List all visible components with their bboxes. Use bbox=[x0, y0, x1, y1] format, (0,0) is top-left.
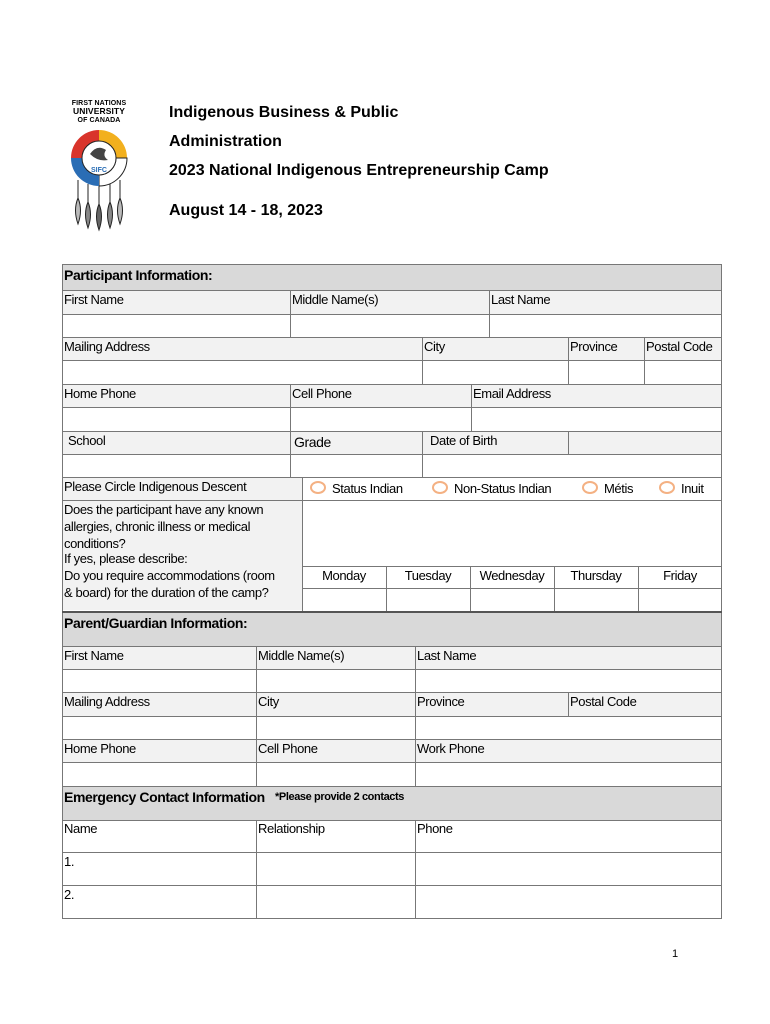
emergency-relationship-1-input[interactable] bbox=[256, 852, 415, 885]
radio-circle-icon bbox=[582, 481, 598, 494]
radio-circle-icon bbox=[310, 481, 326, 494]
guardian-middle-name-label: Middle Name(s) bbox=[256, 646, 415, 669]
allergies-description-input[interactable] bbox=[302, 500, 722, 566]
day-monday-label: Monday bbox=[322, 568, 366, 583]
guardian-cell-phone-input[interactable] bbox=[256, 762, 415, 786]
allergies-question-line-3: conditions? bbox=[64, 536, 126, 551]
logo-line-3: OF CANADA bbox=[77, 117, 121, 124]
descent-label: Please Circle Indigenous Descent bbox=[62, 477, 302, 500]
participant-home-phone-label: Home Phone bbox=[62, 384, 290, 407]
guardian-province-label: Province bbox=[415, 692, 568, 716]
day-friday-checkbox[interactable] bbox=[638, 588, 722, 610]
descent-option-status-indian[interactable]: Status Indian bbox=[310, 481, 430, 499]
participant-mailing-address-label: Mailing Address bbox=[62, 337, 422, 360]
header-line-4: August 14 - 18, 2023 bbox=[169, 202, 323, 219]
day-thursday-label: Thursday bbox=[570, 568, 622, 583]
guardian-first-name-input[interactable] bbox=[62, 669, 256, 692]
emergency-phone-1-input[interactable] bbox=[415, 852, 722, 885]
participant-section-title: Participant Information: bbox=[62, 264, 722, 290]
guardian-mailing-address-label: Mailing Address bbox=[62, 692, 256, 716]
participant-last-name-input[interactable] bbox=[489, 314, 722, 337]
guardian-home-phone-label: Home Phone bbox=[62, 739, 256, 762]
questions-block bbox=[62, 500, 302, 610]
logo-badge: SIFC bbox=[91, 167, 107, 174]
participant-city-input[interactable] bbox=[422, 360, 568, 384]
radio-circle-icon bbox=[659, 481, 675, 494]
day-tuesday-checkbox[interactable] bbox=[386, 588, 470, 610]
header-line-3: 2023 National Indigenous Entrepreneurship Camp bbox=[169, 162, 549, 179]
day-wednesday-checkbox[interactable] bbox=[470, 588, 554, 610]
participant-school-label: School bbox=[62, 431, 290, 454]
emergency-row-1[interactable]: 1. bbox=[64, 854, 75, 869]
guardian-section-title: Parent/Guardian Information: bbox=[62, 612, 722, 646]
guardian-work-phone-label: Work Phone bbox=[415, 739, 722, 762]
logo-line-2: UNIVERSITY bbox=[72, 106, 125, 116]
header-line-1: Indigenous Business & Public bbox=[169, 104, 399, 121]
day-tuesday-label: Tuesday bbox=[404, 568, 452, 583]
participant-cell-phone-input[interactable] bbox=[290, 407, 471, 431]
guardian-postal-code-label: Postal Code bbox=[568, 692, 722, 716]
participant-province-label: Province bbox=[568, 337, 644, 360]
participant-school-input[interactable] bbox=[62, 454, 290, 477]
descent-option-non-status-indian[interactable]: Non-Status Indian bbox=[432, 481, 578, 499]
participant-postal-code-input[interactable] bbox=[644, 360, 722, 384]
guardian-province-postal-input[interactable] bbox=[415, 716, 722, 739]
emergency-phone-2-input[interactable] bbox=[415, 885, 722, 918]
accommodation-question-line-1: Do you require accommodations (room bbox=[64, 568, 275, 583]
descent-option-inuit[interactable]: Inuit bbox=[659, 481, 721, 499]
allergies-question-line-2: allergies, chronic illness or medical bbox=[64, 519, 251, 534]
participant-middle-name-input[interactable] bbox=[290, 314, 489, 337]
day-monday-checkbox[interactable] bbox=[302, 588, 386, 610]
accommodation-question-line-2: & board) for the duration of the camp? bbox=[64, 585, 269, 600]
emergency-name-label: Name bbox=[64, 821, 98, 836]
emergency-note: *Please provide 2 contacts bbox=[275, 791, 404, 803]
guardian-city-input[interactable] bbox=[256, 716, 415, 739]
day-thursday-checkbox[interactable] bbox=[554, 588, 638, 610]
guardian-home-phone-input[interactable] bbox=[62, 762, 256, 786]
page-number: 1 bbox=[672, 948, 679, 960]
emergency-relationship-label: Relationship bbox=[258, 821, 325, 836]
participant-email-input[interactable] bbox=[471, 407, 722, 431]
emergency-section-header bbox=[62, 786, 722, 820]
participant-email-label: Email Address bbox=[471, 384, 722, 407]
guardian-middle-name-input[interactable] bbox=[256, 669, 415, 692]
allergies-question-line-4: If yes, please describe: bbox=[64, 551, 188, 566]
university-logo bbox=[66, 98, 132, 232]
emergency-row-2[interactable]: 2. bbox=[64, 887, 75, 902]
participant-dob-label: Date of Birth bbox=[422, 431, 568, 454]
descent-option-metis[interactable]: Métis bbox=[582, 481, 652, 499]
logo-line-1: FIRST NATIONS bbox=[71, 100, 127, 107]
participant-mailing-address-input[interactable] bbox=[62, 360, 422, 384]
guardian-work-phone-input[interactable] bbox=[415, 762, 722, 786]
medicine-wheel-icon bbox=[66, 98, 132, 232]
participant-cell-phone-label: Cell Phone bbox=[290, 384, 471, 407]
participant-last-name-label: Last Name bbox=[489, 290, 722, 314]
participant-dob-input[interactable] bbox=[422, 454, 722, 477]
guardian-last-name-label: Last Name bbox=[415, 646, 722, 669]
radio-circle-icon bbox=[432, 481, 448, 494]
guardian-cell-phone-label: Cell Phone bbox=[256, 739, 415, 762]
participant-first-name-label: First Name bbox=[62, 290, 290, 314]
guardian-first-name-label: First Name bbox=[62, 646, 256, 669]
participant-grade-label: Grade bbox=[290, 431, 422, 454]
participant-postal-code-label: Postal Code bbox=[644, 337, 722, 360]
participant-first-name-input[interactable] bbox=[62, 314, 290, 337]
day-friday-label: Friday bbox=[663, 568, 697, 583]
emergency-relationship-2-input[interactable] bbox=[256, 885, 415, 918]
guardian-city-label: City bbox=[256, 692, 415, 716]
participant-grade-input[interactable] bbox=[290, 454, 422, 477]
participant-middle-name-label: Middle Name(s) bbox=[290, 290, 489, 314]
participant-home-phone-input[interactable] bbox=[62, 407, 290, 431]
emergency-phone-label: Phone bbox=[417, 821, 453, 836]
day-wednesday-label: Wednesday bbox=[479, 568, 545, 583]
guardian-mailing-address-input[interactable] bbox=[62, 716, 256, 739]
allergies-question-line-1: Does the participant have any known bbox=[64, 502, 264, 517]
participant-city-label: City bbox=[422, 337, 568, 360]
guardian-last-name-input[interactable] bbox=[415, 669, 722, 692]
emergency-section-title: Emergency Contact Information bbox=[64, 789, 265, 805]
header-line-2: Administration bbox=[169, 133, 282, 150]
participant-province-input[interactable] bbox=[568, 360, 644, 384]
